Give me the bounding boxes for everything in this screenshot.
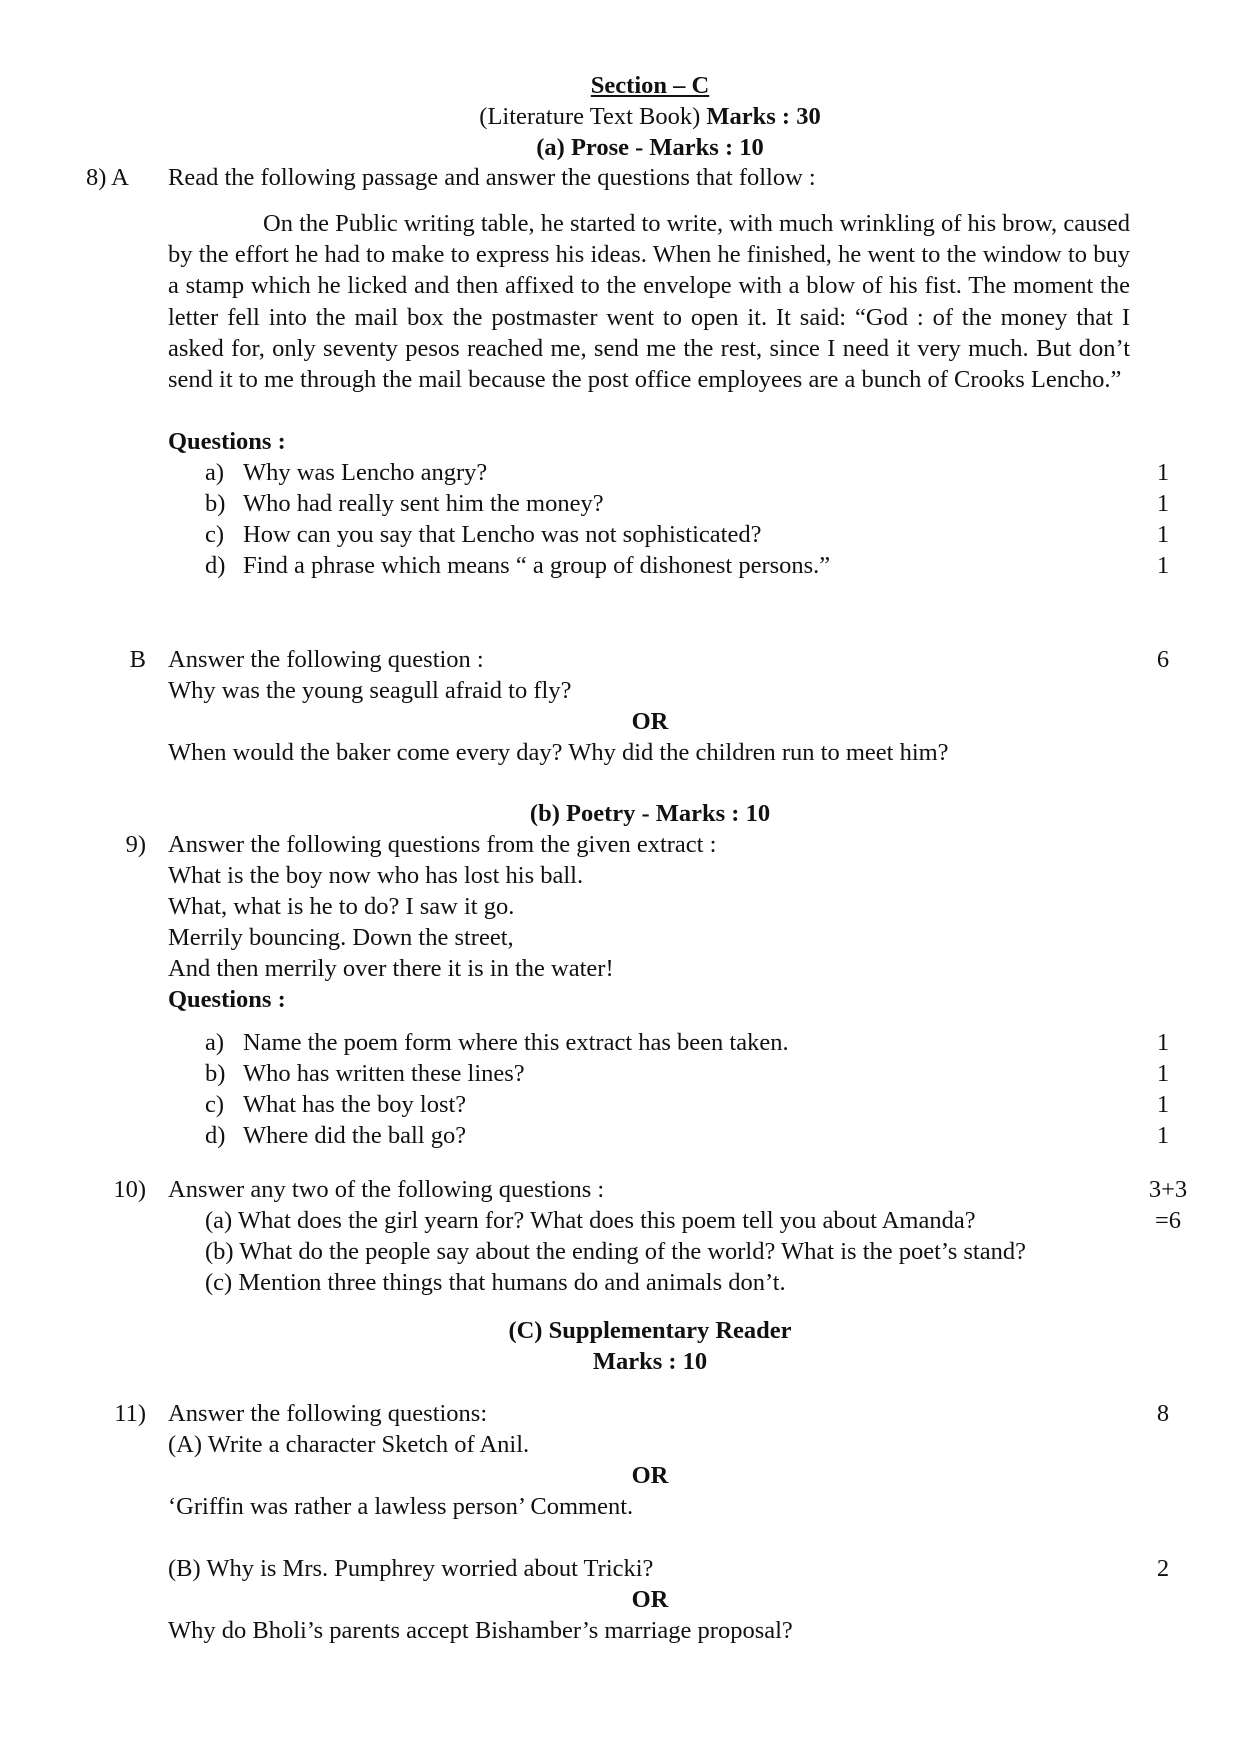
questions-label-9: Questions : [168, 986, 286, 1013]
question-11b-text: (B) Why is Mrs. Pumphrey worried about Tricki? [168, 1555, 654, 1582]
or-divider: OR [631, 1462, 669, 1489]
list-item: a) Why was Lencho angry? [205, 459, 488, 486]
questions-label-8: Questions : [168, 428, 286, 455]
marks-value: 1 [1156, 1122, 1170, 1149]
marks-value: 1 [1156, 1091, 1170, 1118]
question-number-9: 9) [125, 831, 146, 858]
marks-value: 8 [1156, 1400, 1170, 1427]
question-8b-text: Why was the young seagull afraid to fly? [168, 677, 572, 704]
list-item: a) Name the poem form where this extract has been taken. [205, 1029, 789, 1056]
poem-line: What is the boy now who has lost his ball. [168, 862, 584, 889]
or-divider: OR [631, 708, 669, 735]
poem-line: Merrily bouncing. Down the street, [168, 924, 514, 951]
list-item: (b) What do the people say about the ending of the world? What is the poet’s stand? [205, 1238, 1026, 1265]
or-divider: OR [631, 1586, 669, 1613]
poem-line: And then merrily over there it is in the water! [168, 955, 614, 982]
question-number-8b: B [129, 646, 146, 673]
section-subtitle: (Literature Text Book) Marks : 30 [479, 103, 821, 130]
marks-value: 1 [1156, 521, 1170, 548]
marks-value: 1 [1156, 1029, 1170, 1056]
list-item: b) Who has written these lines? [205, 1060, 525, 1087]
poetry-heading: (b) Poetry - Marks : 10 [529, 800, 771, 827]
question-number-8a: 8) A [86, 164, 129, 191]
prose-heading: (a) Prose - Marks : 10 [536, 134, 764, 161]
question-8b-instruction: Answer the following question : [168, 646, 484, 673]
supplementary-heading: (C) Supplementary Reader [508, 1317, 792, 1344]
marks-value: 2 [1156, 1555, 1170, 1582]
marks-value: 3+3 [1148, 1176, 1188, 1203]
list-item: d) Where did the ball go? [205, 1122, 467, 1149]
list-item: c) How can you say that Lencho was not sophisticated? [205, 521, 762, 548]
marks-value: 1 [1156, 1060, 1170, 1087]
question-11a-text: (A) Write a character Sketch of Anil. [168, 1431, 530, 1458]
marks-value: 1 [1156, 490, 1170, 517]
marks-value: 1 [1156, 459, 1170, 486]
question-8b-alternative: When would the baker come every day? Why did the children run to meet him? [168, 739, 949, 766]
poem-line: What, what is he to do? I saw it go. [168, 893, 515, 920]
supplementary-marks: Marks : 10 [592, 1348, 708, 1375]
list-item: (a) What does the girl yearn for? What does this poem tell you about Amanda? [205, 1207, 976, 1234]
reading-passage: On the Public writing table, he started to write, with much wrinkling of his brow, caused by the effort he had to make to express his ideas. When he finished, he went to the window to buy a stamp which he licked and then affixed to the envelope with a blow of his fist. The moment the letter fell into the mail box the postmaster went to open it. It said: “God : of the money that I asked for, only seventy pesos reached me, send me the rest, since I need it very much. But don’t send it to me through the mail because the post office employees are a bunch of Crooks Lencho.” [168, 210, 1130, 394]
question-11-instruction: Answer the following questions: [168, 1400, 488, 1427]
marks-value: =6 [1154, 1207, 1182, 1234]
marks-value: 1 [1156, 552, 1170, 579]
list-item: d) Find a phrase which means “ a group of dishonest persons.” [205, 552, 831, 579]
marks-value: 6 [1156, 646, 1170, 673]
question-number-11: 11) [114, 1400, 146, 1427]
list-item: (c) Mention three things that humans do and animals don’t. [205, 1269, 786, 1296]
question-10-instruction: Answer any two of the following questions : [168, 1176, 605, 1203]
section-title: Section – C [590, 72, 710, 99]
question-9-instruction: Answer the following questions from the given extract : [168, 831, 717, 858]
list-item: b) Who had really sent him the money? [205, 490, 604, 517]
question-11b-alternative: Why do Bholi’s parents accept Bishamber’s marriage proposal? [168, 1617, 793, 1644]
question-11a-alternative: ‘Griffin was rather a lawless person’ Comment. [168, 1493, 634, 1520]
list-item: c) What has the boy lost? [205, 1091, 467, 1118]
question-8a-instruction: Read the following passage and answer the questions that follow : [168, 164, 816, 191]
question-number-10: 10) [113, 1176, 146, 1203]
